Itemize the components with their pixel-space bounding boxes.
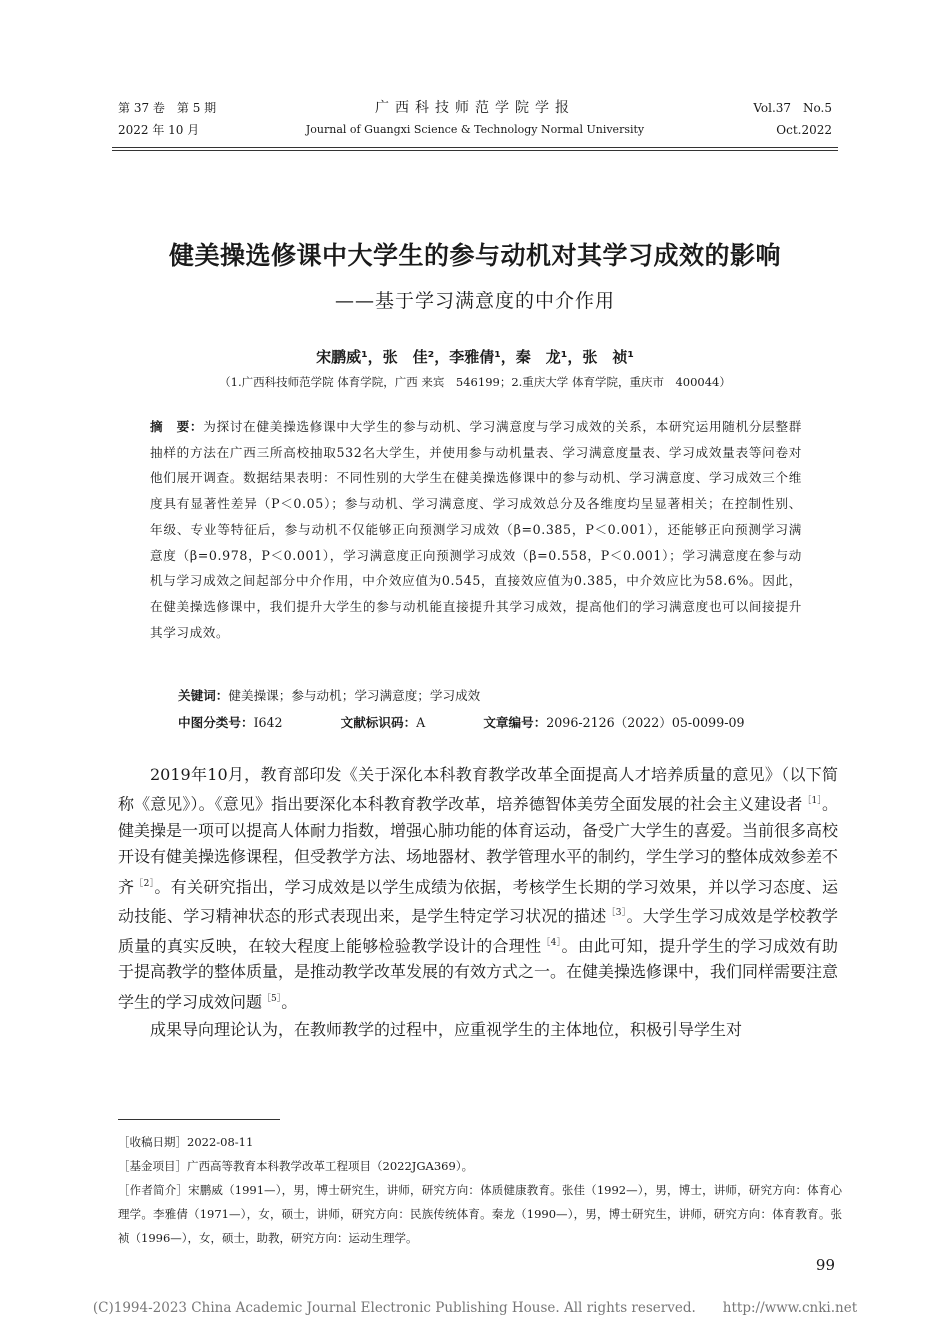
- header-left: [118, 100, 216, 138]
- abstract: [150, 414, 802, 645]
- clc-value: I642: [253, 715, 283, 730]
- publication-date-cn: 2022 年 10 月: [118, 123, 200, 137]
- footnote-author-bio: [118, 1178, 842, 1250]
- article-subtitle: ——基于学习满意度的中介作用: [334, 290, 615, 312]
- author-list: 宋鹏威¹，张 佳²，李雅倩¹，秦 龙¹，张 祯¹: [316, 348, 634, 366]
- header-center: [300, 100, 650, 138]
- journal-title-en: Journal of Guangxi Science & Technology Normal University: [305, 123, 645, 136]
- bio-text: 宋鹏威（1991—），男，博士研究生，讲师，研究方向：体质健康教育。张佳（1992—），男，博士，讲师，研究方向：体育心理学。李雅倩（1971—），女，硕士，讲师，研究方向：民族传统体育。秦龙（1990—），男，博士研究生，讲师，研究方向：体育教育。张祯（1996—），女，硕士，助教，研究方向：运动生理学。: [118, 1183, 843, 1245]
- footnote-rule: [118, 1119, 280, 1120]
- bio-label: ［作者简介］: [118, 1183, 189, 1197]
- classification-line: [178, 712, 745, 731]
- body-paragraph-2: 成果导向理论认为，在教师教学的过程中，应重视学生的主体地位，积极引导学生对: [150, 1020, 743, 1040]
- volume-issue: 第 37 卷 第 5 期: [118, 101, 217, 115]
- header-right: [753, 100, 832, 138]
- body-text: [118, 762, 838, 1044]
- publication-date-en: Oct.2022: [776, 123, 832, 137]
- volume-issue-en: Vol.37 No.5: [753, 101, 832, 115]
- article-no-label: 文章编号：: [483, 715, 547, 730]
- abstract-label: 摘 要：: [150, 419, 204, 434]
- header-rule: [112, 147, 838, 148]
- doc-code-label: 文献标识码：: [340, 715, 417, 730]
- doc-code-value: A: [416, 715, 426, 730]
- body-paragraph-1: 2019年10月，教育部印发《关于深化本科教育教学改革全面提高人才培养质量的意见》（以下简称《意见》）。《意见》指出要深化本科教育教学改革，培养德智体美劳全面发展的社会主义建设者$^{[1]}$。健美操是一项可以提高人体耐力指数，增强心肺功能的体育运动，备受广大学生的喜爱。当前很多高校开设有健美操选修课程，但受教学方法、场地器材、教学管理水平的制约，学生学习的整体成效参差不齐$^{[2]}$。有关研究指出，学习成效是以学生成绩为依据，考核学生长期的学习效果，并以学习态度、运动技能、学习精神状态的形式表现出来，是学生特定学习状况的描述$^{[3]}$。大学生学习成效是学校教学质量的真实反映，在较大程度上能够检验教学设计的合理性$^{[4]}$。由此可知，提升学生的学习成效有助于提高教学的整体质量，是推动教学改革发展的有效方式之一。在健美操选修课中，我们同样需要注意学生的学习成效问题$^{[5]}$。: [118, 765, 839, 1012]
- fund-text: 广西高等教育本科教学改革工程项目（2022JGA369）。: [187, 1159, 474, 1173]
- clc-label: 中图分类号：: [178, 715, 254, 730]
- keywords-text: 健美操课；参与动机；学习满意度；学习成效: [228, 688, 481, 703]
- article-no-value: 2096-2126（2022）05-0099-09: [546, 715, 745, 730]
- citation-4[interactable]: ［4］: [541, 937, 562, 948]
- keywords-label: 关键词：: [178, 688, 229, 703]
- affiliation: （1.广西科技师范学院 体育学院，广西 来宾 546199；2.重庆大学 体育学院，重庆市 400044）: [219, 375, 731, 389]
- received-date: 2022-08-11: [187, 1135, 254, 1149]
- copyright-footer: (C)1994-2023 China Academic Journal Electronic Publishing House. All rights reserved. http://www.cnki.net: [92, 1300, 858, 1316]
- keywords: [178, 685, 480, 704]
- footnote-received: [118, 1130, 842, 1154]
- footnote-fund: [118, 1154, 842, 1178]
- citation-2[interactable]: ［2］: [134, 878, 155, 889]
- received-label: ［收稿日期］: [118, 1135, 187, 1149]
- header-rule-thin: [112, 150, 838, 151]
- page-number: 99: [815, 1256, 835, 1274]
- citation-3[interactable]: ［3］: [606, 908, 627, 919]
- citation-5[interactable]: ［5］: [262, 993, 282, 1004]
- abstract-text: 为探讨在健美操选修课中大学生的参与动机、学习满意度与学习成效的关系，本研究运用随机分层整群抽样的方法在广西三所高校抽取532名大学生，并使用参与动机量表、学习满意度量表、学习成效量表等问卷对他们展开调查。数据结果表明：不同性别的大学生在健美操选修课中的参与动机、学习满意度、学习成效三个维度具有显著性差异（P＜0.05）；参与动机、学习满意度、学习成效总分及各维度均呈显著相关；在控制性别、年级、专业等特征后，参与动机不仅能够正向预测学习成效（β=0.385，P＜0.001），还能够正向预测学习满意度（β=0.978，P＜0.001），学习满意度正向预测学习成效（β=0.558，P＜0.001）；学习满意度在参与动机与学习成效之间起部分中介作用，中介效应值为0.545，直接效应值为0.385，中介效应比为58.6%。因此，在健美操选修课中，我们提升大学生的参与动机能直接提升其学习成效，提高他们的学习满意度也可以间接提升其学习成效。: [150, 419, 802, 640]
- fund-label: ［基金项目］: [118, 1159, 187, 1173]
- citation-1[interactable]: ［1］: [802, 796, 822, 807]
- article-title: 健美操选修课中大学生的参与动机对其学习成效的影响: [168, 241, 781, 270]
- journal-title-cn: 广西科技师范学院学报: [375, 100, 575, 116]
